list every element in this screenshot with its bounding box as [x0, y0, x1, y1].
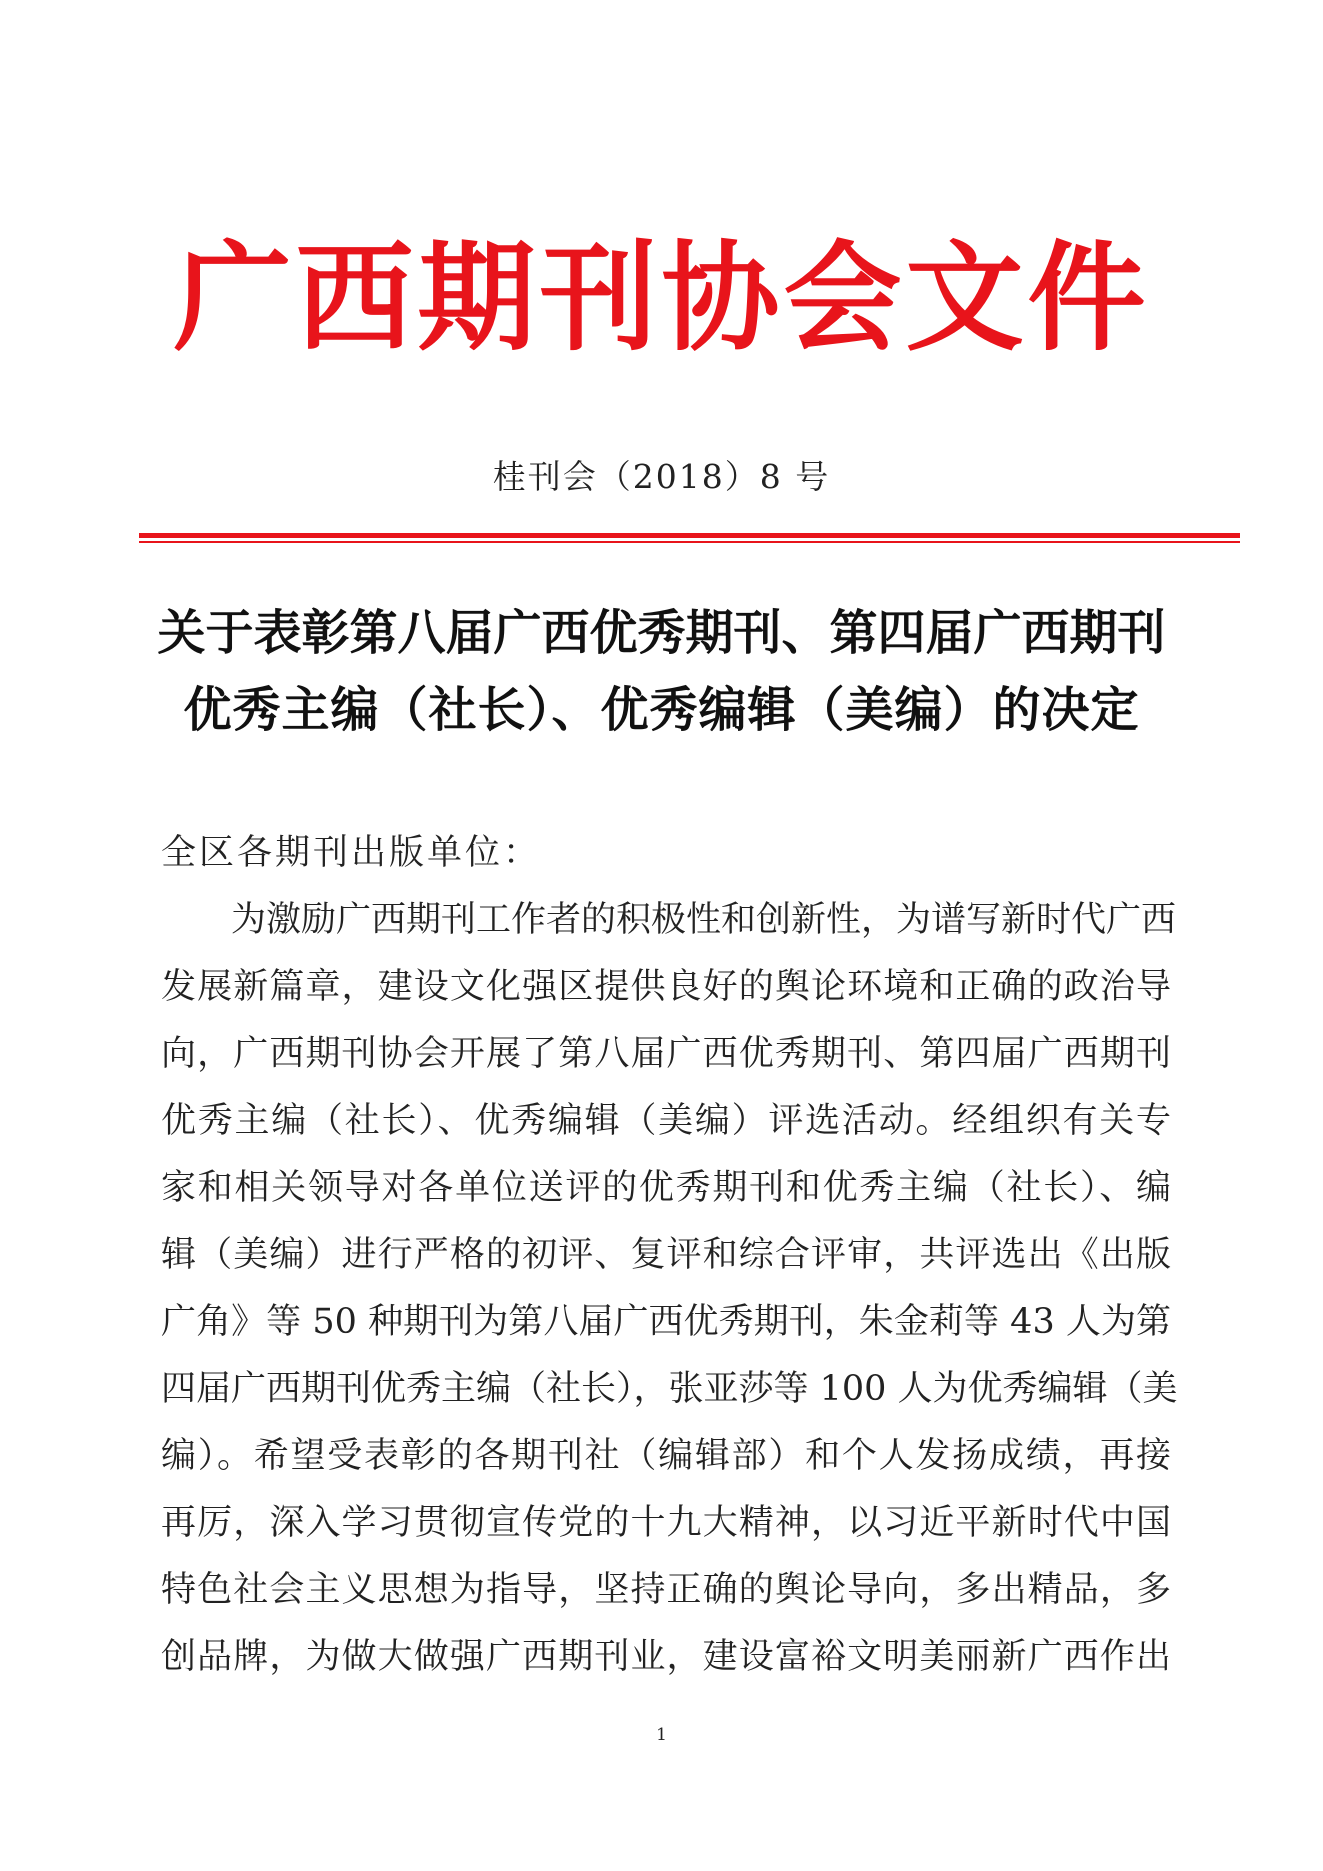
body-line: 广角》等 50 种期刊为第八届广西优秀期刊，朱金莉等 43 人为第	[161, 1302, 1171, 1342]
body-line: 编）。希望受表彰的各期刊社（编辑部）和个人发扬成绩，再接	[161, 1436, 1171, 1476]
red-separator-thin	[139, 541, 1240, 543]
body-line: 发展新篇章，建设文化强区提供良好的舆论环境和正确的政治导	[161, 967, 1171, 1007]
document-body	[161, 820, 1178, 1691]
document-number: 桂刊会（2018）8 号	[492, 457, 831, 496]
document-title-line-1: 关于表彰第八届广西优秀期刊、第四届广西期刊	[157, 605, 1166, 661]
body-line: 特色社会主义思想为指导，坚持正确的舆论导向，多出精品，多	[161, 1570, 1171, 1610]
body-line: 向，广西期刊协会开展了第八届广西优秀期刊、第四届广西期刊	[161, 1034, 1171, 1074]
body-line: 为激励广西期刊工作者的积极性和创新性，为谱写新时代广西	[231, 900, 1177, 940]
page-number: 1	[656, 1725, 667, 1745]
salutation: 全区各期刊出版单位：	[161, 833, 542, 873]
document-title-line-2: 优秀主编（社长）、优秀编辑（美编）的决定	[183, 682, 1140, 738]
body-line: 四届广西期刊优秀主编（社长），张亚莎等 100 人为优秀编辑（美	[161, 1369, 1178, 1409]
body-line: 辑（美编）进行严格的初评、复评和综合评审，共评选出《出版	[161, 1235, 1171, 1275]
body-line: 创品牌，为做大做强广西期刊业，建设富裕文明美丽新广西作出	[161, 1637, 1171, 1677]
red-separator-thick	[139, 533, 1240, 538]
body-line: 家和相关领导对各单位送评的优秀期刊和优秀主编（社长）、编	[161, 1168, 1171, 1208]
document-masthead: 广西期刊协会文件	[173, 228, 1150, 367]
body-line: 再厉，深入学习贯彻宣传党的十九大精神，以习近平新时代中国	[161, 1503, 1171, 1543]
body-line: 优秀主编（社长）、优秀编辑（美编）评选活动。经组织有关专	[161, 1101, 1171, 1141]
